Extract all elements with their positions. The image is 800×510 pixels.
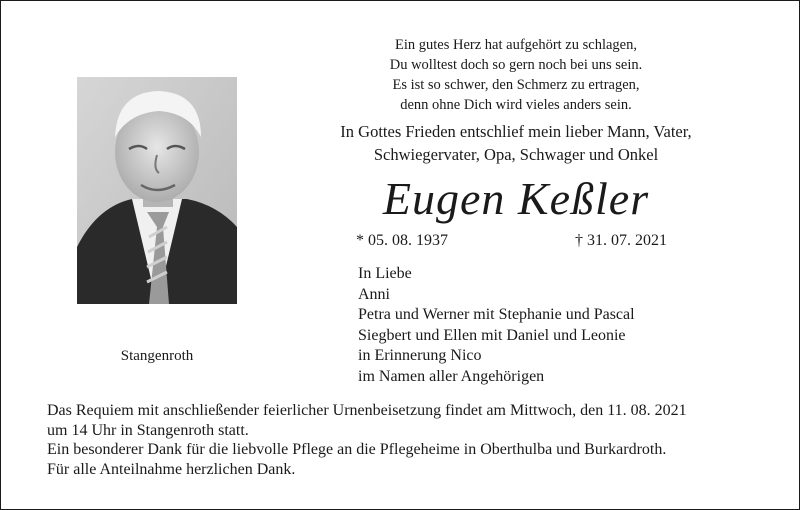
thanks-line: Für alle Anteilnahme herzlichen Dank. (47, 460, 296, 478)
mourner-line: Anni (358, 285, 390, 303)
mourner-line: im Namen aller Angehörigen (358, 367, 545, 385)
poem-line: Ein gutes Herz hat aufgehört zu schlagen, (395, 37, 637, 53)
poem-line: Es ist so schwer, den Schmerz zu ertragen, (392, 77, 640, 93)
poem-line: Du wolltest doch so gern noch bei uns sein. (389, 57, 643, 73)
mourner-line: Siegbert und Ellen mit Daniel und Leonie (358, 326, 626, 344)
poem-line: denn ohne Dich wird vieles anders sein. (400, 97, 632, 113)
announcement-line: Schwiegervater, Opa, Schwager und Onkel (373, 145, 659, 164)
place-name: Stangenroth (120, 348, 194, 364)
birth-date: * 05. 08. 1937 (356, 232, 448, 249)
service-line: um 14 Uhr in Stangenroth statt. (47, 421, 249, 439)
mourners-list (358, 264, 635, 387)
mourner-line: in Erinnerung Nico (358, 347, 482, 364)
service-line: Das Requiem mit anschließender feierlicher Urnenbeisetzung findet am Mittwoch, den 11. 08. 2021 (47, 402, 687, 419)
memorial-poem (331, 35, 701, 115)
portrait-photo (77, 77, 237, 304)
mourner-line: In Liebe (358, 265, 412, 282)
mourner-line: Petra und Werner mit Stephanie und Pascal (358, 306, 635, 323)
deceased-name: Eugen Keßler (382, 173, 650, 224)
service-details (47, 401, 687, 479)
death-date: † 31. 07. 2021 (575, 232, 667, 249)
announcement-line: In Gottes Frieden entschlief mein lieber Mann, Vater, (340, 122, 692, 141)
thanks-line: Ein besonderer Dank für die liebvolle Pflege an die Pflegeheime in Oberthulba und Burkardroth. (47, 441, 667, 458)
death-announcement (301, 120, 731, 166)
